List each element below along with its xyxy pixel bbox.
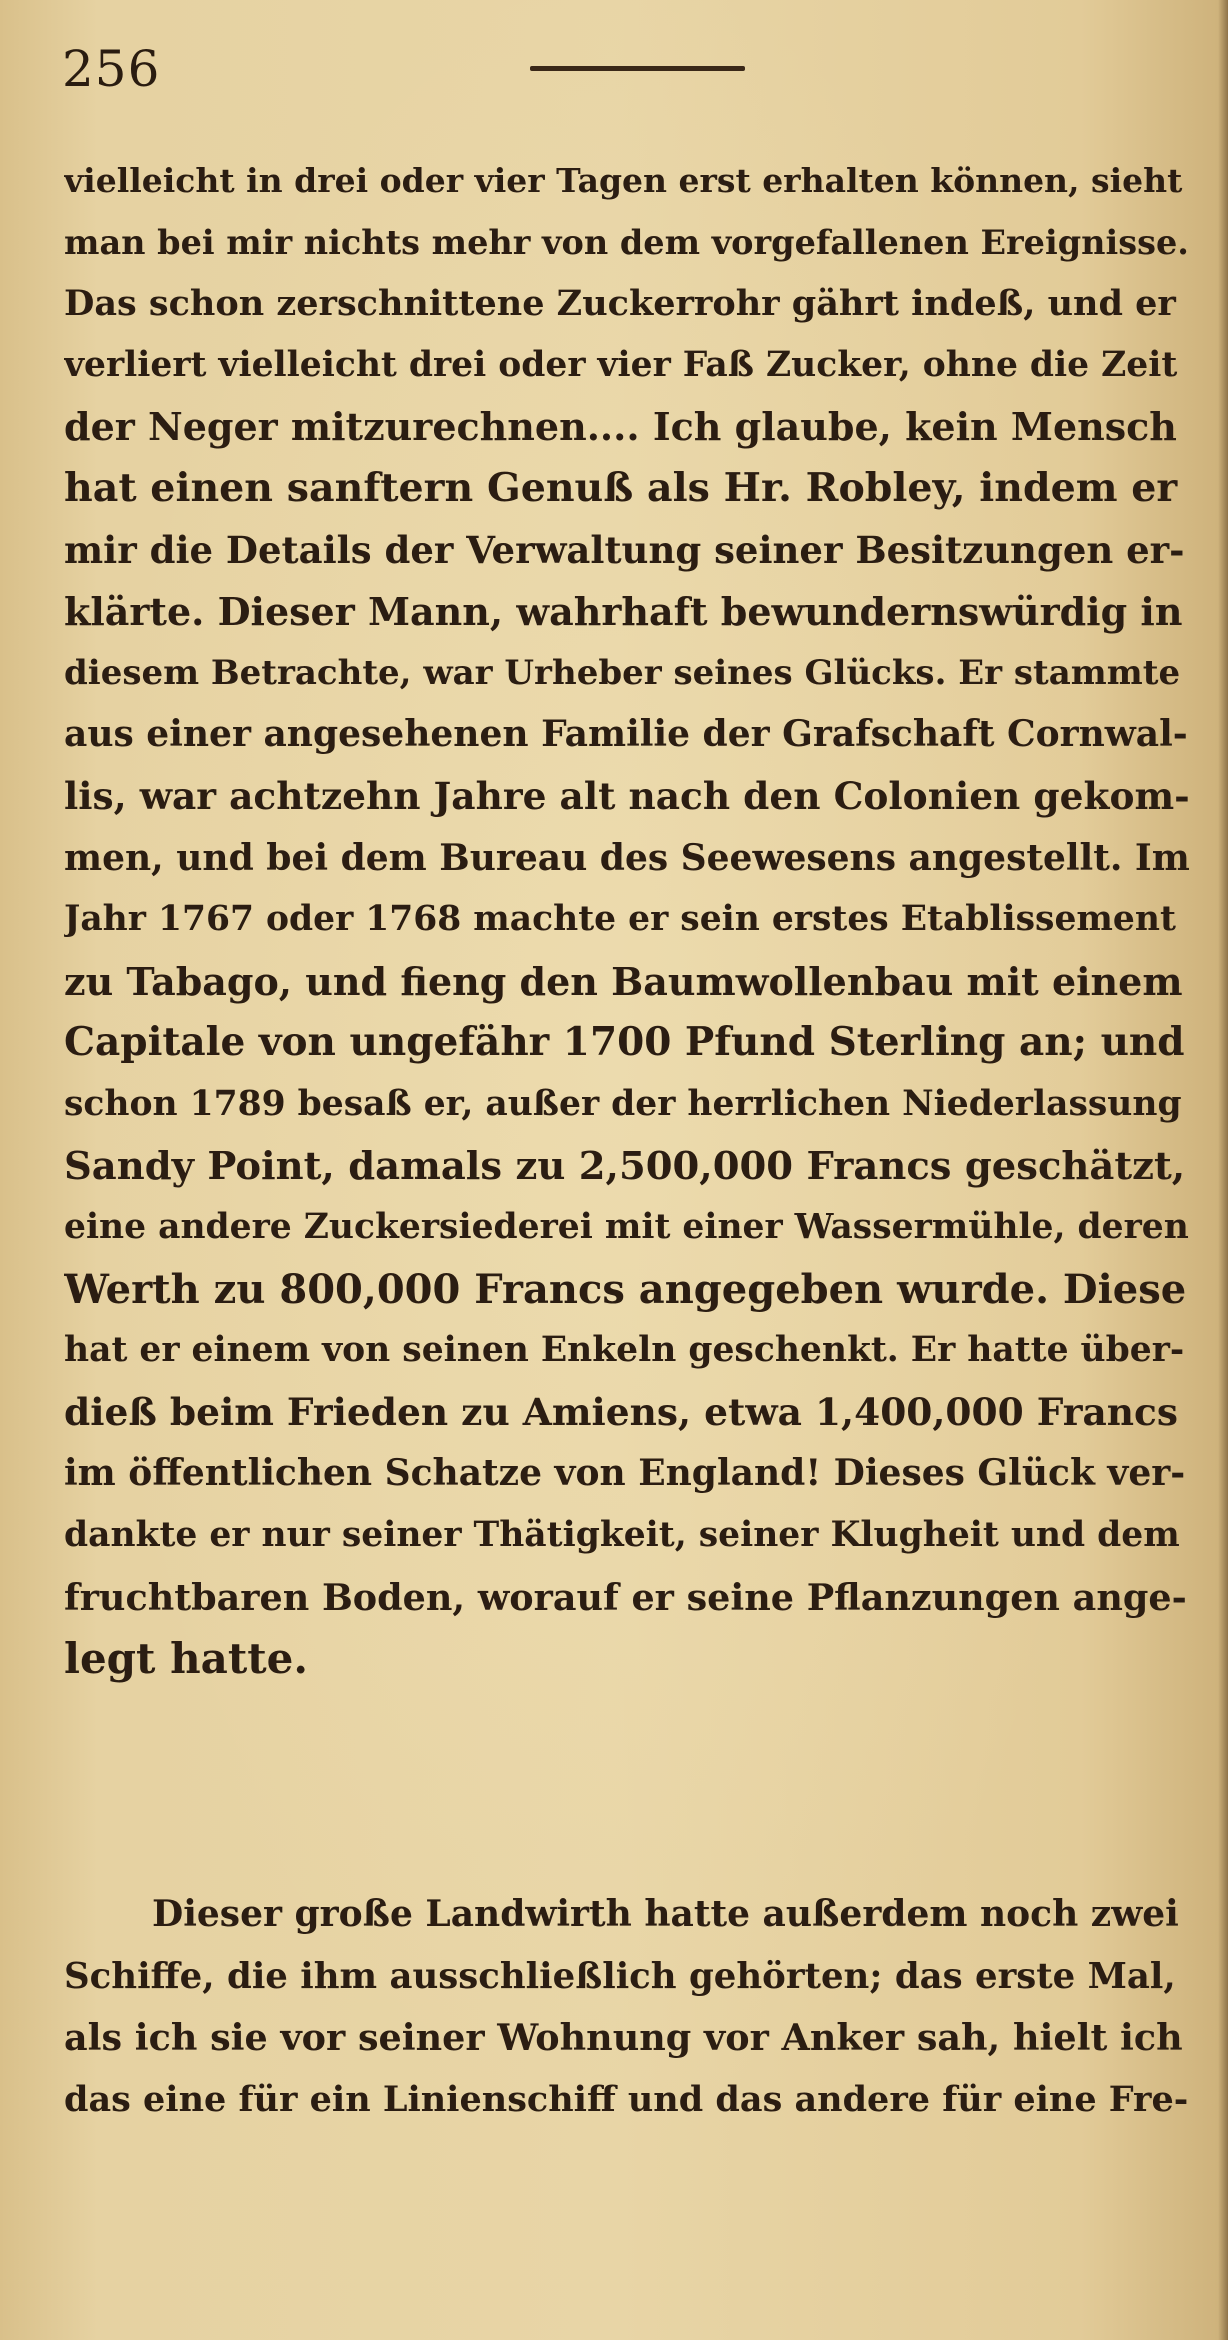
text-line: verliert vielleicht drei oder vier Faß Zucker, ohne die Zeit [64, 344, 1178, 385]
text-line: Capitale von ungefähr 1700 Pfund Sterling an; und [64, 1019, 1185, 1066]
text-line: mir die Details der Verwaltung seiner Besitzungen er- [64, 527, 1185, 572]
text-line: Werth zu 800,000 Francs angegeben wurde. Diese [64, 1265, 1187, 1313]
text-line: aus einer angesehenen Familie der Grafschaft Cornwal- [64, 713, 1188, 756]
page-number: 256 [62, 40, 161, 98]
text-line: dankte er nur seiner Thätigkeit, seiner Klugheit und dem [64, 1515, 1180, 1556]
text-line: Dieser große Landwirth hatte außerdem noch zwei [152, 1893, 1179, 1935]
text-line: dieß beim Frieden zu Amiens, etwa 1,400,000 Francs [64, 1389, 1178, 1434]
text-line: legt hatte. [64, 1634, 308, 1684]
text-line: Sandy Point, damals zu 2,500,000 Francs geschätzt, [64, 1143, 1186, 1189]
text-line: das eine für ein Linienschiff und das andere für eine Fre- [64, 2078, 1189, 2120]
text-line: klärte. Dieser Mann, wahrhaft bewundernswürdig in [64, 589, 1183, 635]
text-line: Schiffe, die ihm ausschließlich gehörten; das erste Mal, [64, 1955, 1176, 1997]
text-line: fruchtbaren Boden, worauf er seine Pflanzungen ange- [64, 1575, 1187, 1619]
text-line: der Neger mitzurechnen.... Ich glaube, kein Mensch [64, 404, 1177, 450]
text-line: lis, war achtzehn Jahre alt nach den Colonien gekom- [64, 773, 1190, 818]
text-line: hat er einem von seinen Enkeln geschenkt. Er hatte über- [64, 1330, 1185, 1371]
text-line: im öffentlichen Schatze von England! Dieses Glück ver- [64, 1452, 1186, 1495]
text-line: men, und bei dem Bureau des Seewesens angestellt. Im [64, 836, 1190, 879]
page-edge-shadow [1218, 0, 1228, 2340]
text-line: zu Tabago, und fieng den Baumwollenbau mit einem [64, 958, 1183, 1004]
header-rule [530, 66, 745, 71]
text-line: hat einen sanftern Genuß als Hr. Robley, indem er [64, 464, 1178, 511]
text-line: vielleicht in drei oder vier Tagen erst erhalten können, sieht [64, 161, 1183, 200]
paragraph-1 [64, 150, 1190, 1690]
text-line: Das schon zerschnittene Zuckerrohr gährt indeß, und er [64, 283, 1176, 325]
text-line: schon 1789 besaß er, außer der herrlichen Niederlassung [64, 1083, 1182, 1124]
text-line: Jahr 1767 oder 1768 machte er sein erstes Etablissement [64, 899, 1176, 940]
text-line: als ich sie vor seiner Wohnung vor Anker sah, hielt ich [64, 2016, 1183, 2060]
text-line: diesem Betrachte, war Urheber seines Glücks. Er stammte [64, 652, 1181, 693]
text-line: eine andere Zuckersiederei mit einer Wassermühle, deren [64, 1207, 1189, 1248]
text-line: man bei mir nichts mehr von dem vorgefallenen Ereignisse. [64, 222, 1189, 262]
paragraph-2 [64, 1884, 1190, 2130]
